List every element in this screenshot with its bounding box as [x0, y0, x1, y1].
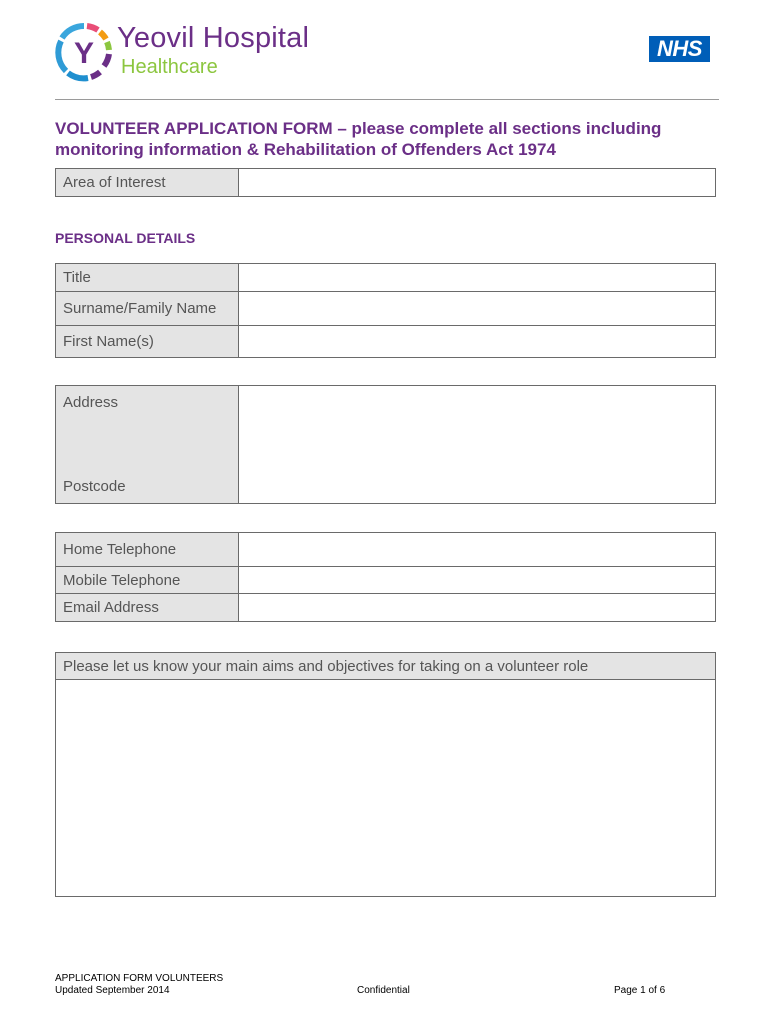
address-label-cell [56, 386, 239, 504]
org-subtitle: Healthcare [121, 56, 218, 78]
mobile-telephone-field[interactable] [239, 567, 716, 594]
form-heading-line-2: monitoring information & Rehabilitation of Offenders Act 1974 [55, 140, 556, 159]
yeovil-hospital-logo [54, 22, 354, 84]
personal-details-title: PERSONAL DETAILS [55, 230, 196, 246]
form-heading [55, 118, 735, 160]
postcode-label: Postcode [63, 478, 126, 495]
address-table [55, 385, 716, 504]
area-of-interest-field[interactable] [239, 169, 716, 197]
footer-updated: Updated September 2014 [55, 985, 170, 996]
first-names-label: First Name(s) [56, 326, 239, 358]
mobile-telephone-label: Mobile Telephone [56, 567, 239, 594]
header-divider [55, 99, 719, 100]
area-of-interest-table [55, 168, 716, 197]
surname-field[interactable] [239, 292, 716, 326]
name-table [55, 263, 716, 358]
footer-page-number: Page 1 of 6 [614, 985, 666, 996]
org-name: Yeovil Hospital [117, 22, 310, 54]
aims-answer-field[interactable] [56, 680, 715, 896]
title-field[interactable] [239, 264, 716, 292]
footer-doc-name: APPLICATION FORM VOLUNTEERS [55, 973, 224, 984]
email-address-label: Email Address [56, 594, 239, 622]
surname-label: Surname/Family Name [56, 292, 239, 326]
email-address-field[interactable] [239, 594, 716, 622]
aims-question: Please let us know your main aims and objectives for taking on a volunteer role [56, 653, 715, 680]
nhs-logo: NHS [649, 36, 710, 62]
home-telephone-label: Home Telephone [56, 533, 239, 567]
contact-table [55, 532, 716, 622]
form-heading-line-1: VOLUNTEER APPLICATION FORM – please complete all sections including [55, 119, 662, 138]
footer-confidential: Confidential [357, 985, 410, 996]
aims-box [55, 652, 716, 897]
first-names-field[interactable] [239, 326, 716, 358]
address-field[interactable] [239, 386, 716, 504]
area-of-interest-label: Area of Interest [56, 169, 239, 197]
home-telephone-field[interactable] [239, 533, 716, 567]
svg-text:Y: Y [73, 37, 95, 70]
footer-document-info [55, 973, 223, 997]
title-label: Title [56, 264, 239, 292]
address-label: Address [63, 394, 119, 411]
yeovil-y-logo-icon [54, 22, 114, 82]
